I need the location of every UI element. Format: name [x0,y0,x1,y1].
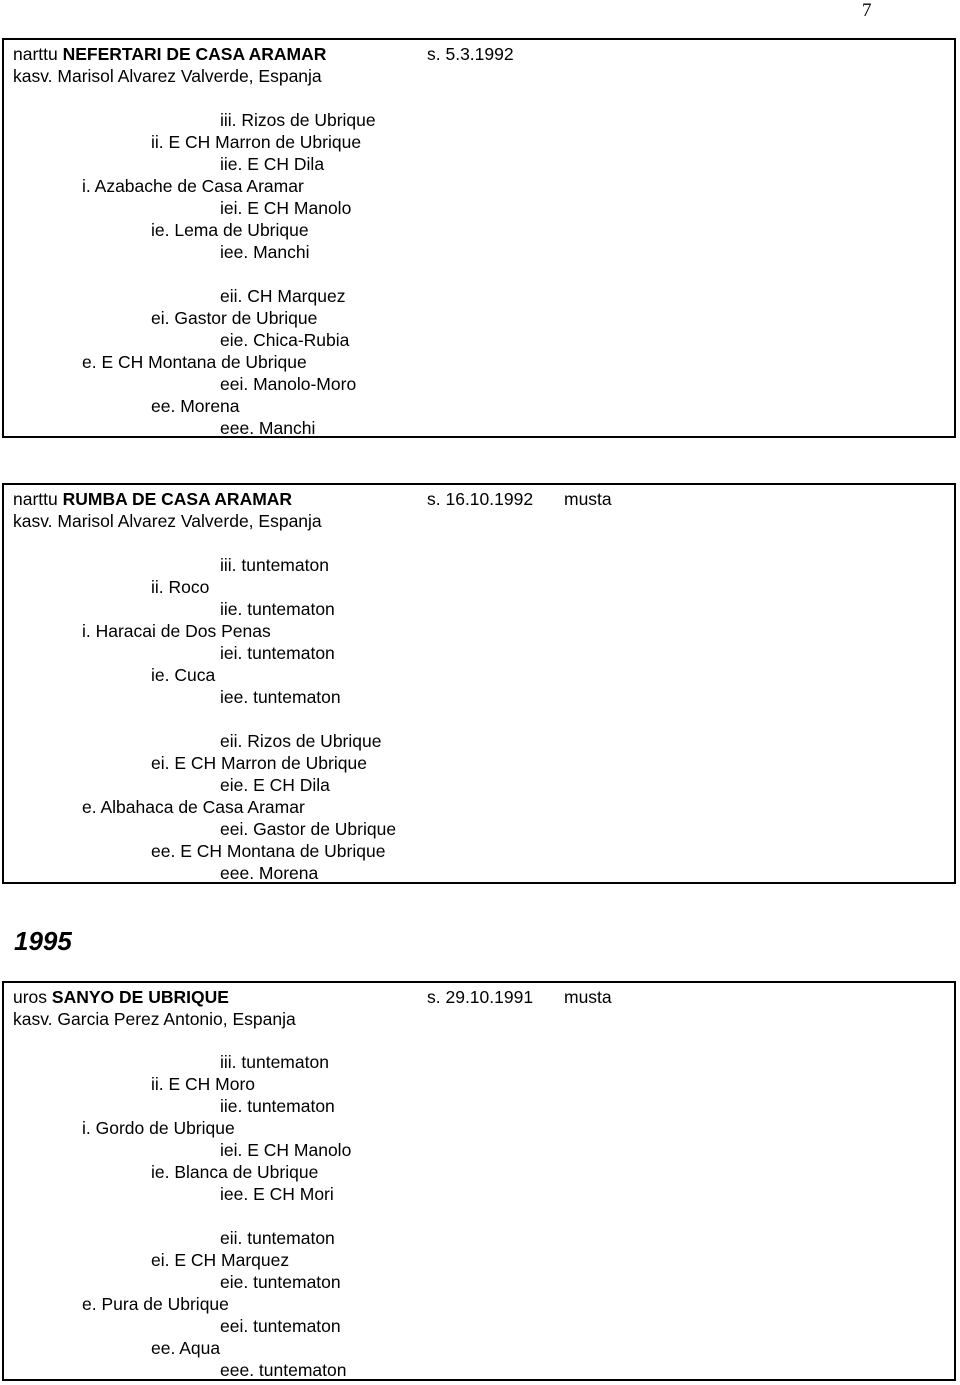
pedigree-item: iii. tuntematon [220,555,329,575]
coat-color: musta [564,489,612,509]
section-year-heading: 1995 [14,926,72,956]
pedigree-item: eei. Gastor de Ubrique [220,819,397,839]
breeder: kasv. Marisol Alvarez Valverde, Espanja [13,511,322,531]
pedigree-item: eee. tuntematon [220,1360,347,1380]
pedigree-item: e. E CH Montana de Ubrique [82,352,307,372]
pedigree-item: ie. Lema de Ubrique [151,220,309,240]
pedigree-item: ie. Blanca de Ubrique [151,1162,319,1182]
coat-color: musta [564,987,612,1007]
pedigree-item: ee. E CH Montana de Ubrique [151,841,386,861]
pedigree-item: iee. Manchi [220,242,310,262]
pedigree-item: ii. E CH Moro [151,1074,256,1094]
pedigree-item: eei. tuntematon [220,1316,341,1336]
pedigree-item: ii. Roco [151,577,210,597]
sex-label: uros [13,987,48,1007]
pedigree-item: iei. E CH Manolo [220,1140,352,1160]
pedigree-item: iie. E CH Dila [220,154,325,174]
pedigree-item: eie. Chica-Rubia [220,330,350,350]
pedigree-item: iii. tuntematon [220,1052,329,1072]
dog-title [13,488,292,510]
birth-date: s. 16.10.1992 [427,489,534,509]
pedigree-item: e. Pura de Ubrique [82,1294,229,1314]
pedigree-item: iie. tuntematon [220,1096,335,1116]
pedigree-item: iee. tuntematon [220,687,341,707]
pedigree-item: eie. tuntematon [220,1272,341,1292]
pedigree-item: i. Gordo de Ubrique [82,1118,235,1138]
sex-label: narttu [13,44,58,64]
page-number: 7 [862,0,872,21]
pedigree-item: eee. Manchi [220,418,316,438]
pedigree-item: iei. E CH Manolo [220,198,352,218]
pedigree-item: ei. Gastor de Ubrique [151,308,318,328]
pedigree-item: ie. Cuca [151,665,216,685]
breeder: kasv. Marisol Alvarez Valverde, Espanja [13,66,322,86]
birth-date: s. 29.10.1991 [427,987,534,1007]
breeder: kasv. Garcia Perez Antonio, Espanja [13,1009,296,1029]
pedigree-item: eei. Manolo-Moro [220,374,357,394]
pedigree-item: iei. tuntematon [220,643,335,663]
pedigree-item: ei. E CH Marquez [151,1250,290,1270]
dog-title [13,986,229,1008]
pedigree-item: eii. Rizos de Ubrique [220,731,382,751]
pedigree-item: ee. Aqua [151,1338,221,1358]
pedigree-item: ei. E CH Marron de Ubrique [151,753,367,773]
pedigree-item: i. Haracai de Dos Penas [82,621,271,641]
pedigree-item: e. Albahaca de Casa Aramar [82,797,305,817]
pedigree-item: eee. Morena [220,863,319,883]
pedigree-item: iii. Rizos de Ubrique [220,110,376,130]
dog-name: RUMBA DE CASA ARAMAR [62,489,293,509]
pedigree-item: i. Azabache de Casa Aramar [82,176,304,196]
pedigree-item: iee. E CH Mori [220,1184,334,1204]
dog-title [13,43,326,65]
sex-label: narttu [13,489,58,509]
dog-entry [2,981,956,1381]
birth-date: s. 5.3.1992 [427,44,514,64]
pedigree-item: eie. E CH Dila [220,775,330,795]
dog-entry [2,38,956,438]
dog-name: NEFERTARI DE CASA ARAMAR [62,44,327,64]
pedigree-item: ee. Morena [151,396,240,416]
dog-entry [2,483,956,884]
dog-name: SANYO DE UBRIQUE [51,987,229,1007]
pedigree-item: eii. CH Marquez [220,286,346,306]
pedigree-item: ii. E CH Marron de Ubrique [151,132,362,152]
pedigree-item: iie. tuntematon [220,599,335,619]
pedigree-item: eii. tuntematon [220,1228,335,1248]
